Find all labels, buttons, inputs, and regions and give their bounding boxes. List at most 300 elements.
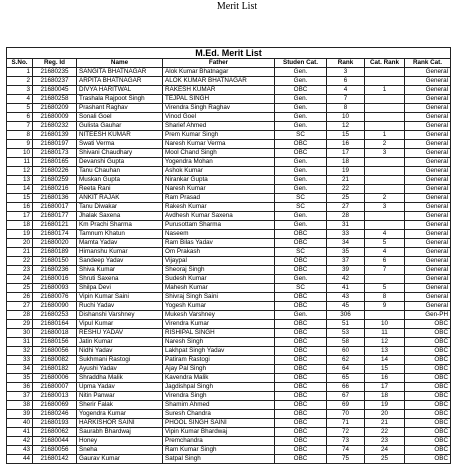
- rank-category-cell: General: [405, 284, 451, 293]
- column-header-father: Father: [163, 59, 275, 68]
- name-cell: Tamnum Khatun: [77, 230, 163, 239]
- rank-cell: 64: [327, 365, 365, 374]
- student-category-cell: OBC: [275, 293, 327, 302]
- column-header-student-category: Studen Cat.: [275, 59, 327, 68]
- rank-category-cell: General: [405, 176, 451, 185]
- father-cell: Lakhpat Singh Yadav: [163, 347, 275, 356]
- table-row: [7, 113, 451, 122]
- student-category-cell: SC: [275, 131, 327, 140]
- column-header-category-rank: Cat. Rank: [365, 59, 405, 68]
- category-rank-cell: [365, 158, 405, 167]
- rank-cell: 66: [327, 383, 365, 392]
- name-cell: Tanu Chauhan: [77, 167, 163, 176]
- rank-category-cell: OBC: [405, 320, 451, 329]
- table-row: [7, 68, 451, 77]
- student-category-cell: OBC: [275, 392, 327, 401]
- name-cell: Honey: [77, 437, 163, 446]
- student-category-cell: OBC: [275, 428, 327, 437]
- rank-cell: 34: [327, 239, 365, 248]
- table-row: [7, 437, 451, 446]
- rank-cell: 71: [327, 419, 365, 428]
- table-row: [7, 86, 451, 95]
- sno-cell: 6: [7, 113, 33, 122]
- reg-id-cell: 21680246: [33, 410, 77, 419]
- student-category-cell: SC: [275, 203, 327, 212]
- father-cell: Rakesh Kumar: [163, 203, 275, 212]
- student-category-cell: Gen.: [275, 212, 327, 221]
- name-cell: Mamta Yadav: [77, 239, 163, 248]
- category-rank-cell: 19: [365, 401, 405, 410]
- reg-id-cell: 21680082: [33, 356, 77, 365]
- rank-category-cell: OBC: [405, 410, 451, 419]
- father-cell: Virendra Kumar: [163, 320, 275, 329]
- rank-category-cell: OBC: [405, 329, 451, 338]
- category-rank-cell: 7: [365, 266, 405, 275]
- father-cell: RAKESH KUMAR: [163, 86, 275, 95]
- rank-cell: 15: [327, 131, 365, 140]
- table-row: [7, 158, 451, 167]
- sno-cell: 16: [7, 203, 33, 212]
- rank-cell: 70: [327, 410, 365, 419]
- father-cell: Shamim Ahmed: [163, 401, 275, 410]
- rank-cell: 35: [327, 248, 365, 257]
- table-row: [7, 338, 451, 347]
- category-rank-cell: 5: [365, 284, 405, 293]
- reg-id-cell: 21680235: [33, 68, 77, 77]
- table-row: [7, 104, 451, 113]
- rank-category-cell: General: [405, 221, 451, 230]
- father-cell: Yogesh Kumar: [163, 302, 275, 311]
- father-cell: Ram Prasad: [163, 194, 275, 203]
- father-cell: Naresh Kumar Verma: [163, 140, 275, 149]
- student-category-cell: Gen.: [275, 104, 327, 113]
- rank-cell: 33: [327, 230, 365, 239]
- name-cell: SANGITA BHATNAGAR: [77, 68, 163, 77]
- sno-cell: 18: [7, 221, 33, 230]
- father-cell: Jagdishpal Singh: [163, 383, 275, 392]
- name-cell: Gulista Gauhar: [77, 122, 163, 131]
- category-rank-cell: 25: [365, 455, 405, 464]
- reg-id-cell: 21680226: [33, 167, 77, 176]
- father-cell: Mool Chand Singh: [163, 149, 275, 158]
- rank-cell: 28: [327, 212, 365, 221]
- table-row: [7, 383, 451, 392]
- table-title: M.Ed. Merit List: [7, 48, 451, 59]
- rank-category-cell: General: [405, 266, 451, 275]
- table-row: [7, 140, 451, 149]
- name-cell: Jhalak Saxena: [77, 212, 163, 221]
- rank-category-cell: OBC: [405, 455, 451, 464]
- rank-category-cell: General: [405, 104, 451, 113]
- name-cell: Ruchi Yadav: [77, 302, 163, 311]
- table-row: [7, 221, 451, 230]
- category-rank-cell: 4: [365, 230, 405, 239]
- rank-cell: 51: [327, 320, 365, 329]
- father-cell: Sharief Ahmed: [163, 122, 275, 131]
- rank-cell: 74: [327, 446, 365, 455]
- sno-cell: 40: [7, 419, 33, 428]
- rank-cell: 69: [327, 401, 365, 410]
- table-row: [7, 392, 451, 401]
- reg-id-cell: 21680018: [33, 329, 77, 338]
- table-row: [7, 248, 451, 257]
- column-header-reg-id: Reg. Id: [33, 59, 77, 68]
- rank-cell: 17: [327, 149, 365, 158]
- name-cell: DIVYA HARITWAL: [77, 86, 163, 95]
- reg-id-cell: 21680189: [33, 248, 77, 257]
- sno-cell: 11: [7, 158, 33, 167]
- sno-cell: 15: [7, 194, 33, 203]
- rank-cell: 43: [327, 293, 365, 302]
- reg-id-cell: 21680136: [33, 194, 77, 203]
- table-row: [7, 374, 451, 383]
- father-cell: Shivraj Singh Saini: [163, 293, 275, 302]
- father-cell: Naresh Kumar: [163, 185, 275, 194]
- reg-id-cell: 21680044: [33, 437, 77, 446]
- sno-cell: 43: [7, 446, 33, 455]
- column-header-rank: Rank: [327, 59, 365, 68]
- rank-category-cell: General: [405, 230, 451, 239]
- student-category-cell: Gen.: [275, 77, 327, 86]
- rank-category-cell: General: [405, 131, 451, 140]
- student-category-cell: OBC: [275, 230, 327, 239]
- name-cell: Yogendra Kumar: [77, 410, 163, 419]
- rank-category-cell: OBC: [405, 347, 451, 356]
- rank-category-cell: OBC: [405, 356, 451, 365]
- name-cell: NITEESH KUMAR: [77, 131, 163, 140]
- category-rank-cell: 20: [365, 410, 405, 419]
- student-category-cell: OBC: [275, 356, 327, 365]
- reg-id-cell: 21680236: [33, 266, 77, 275]
- table-row: [7, 167, 451, 176]
- table-row: [7, 149, 451, 158]
- student-category-cell: Gen.: [275, 158, 327, 167]
- reg-id-cell: 21680164: [33, 320, 77, 329]
- sno-cell: 8: [7, 131, 33, 140]
- name-cell: Sneha: [77, 446, 163, 455]
- father-cell: Kavendra Malik: [163, 374, 275, 383]
- category-rank-cell: [365, 167, 405, 176]
- reg-id-cell: 21680020: [33, 239, 77, 248]
- reg-id-cell: 21680017: [33, 203, 77, 212]
- father-cell: Avdhesh Kumar Saxena: [163, 212, 275, 221]
- reg-id-cell: 21680237: [33, 77, 77, 86]
- father-cell: Nirankar Gupta: [163, 176, 275, 185]
- table-row: [7, 284, 451, 293]
- reg-id-cell: 21680016: [33, 275, 77, 284]
- category-rank-cell: [365, 113, 405, 122]
- table-row: [7, 311, 451, 320]
- father-cell: Suresh Chandra: [163, 410, 275, 419]
- father-cell: TEJPAL SINGH: [163, 95, 275, 104]
- reg-id-cell: 21680156: [33, 338, 77, 347]
- category-rank-cell: [365, 68, 405, 77]
- reg-id-cell: 21680121: [33, 221, 77, 230]
- reg-id-cell: 21680056: [33, 347, 77, 356]
- reg-id-cell: 21680139: [33, 131, 77, 140]
- reg-id-cell: 21680174: [33, 230, 77, 239]
- name-cell: ARPITA BHATNAGAR: [77, 77, 163, 86]
- sno-cell: 35: [7, 374, 33, 383]
- table-row: [7, 428, 451, 437]
- rank-category-cell: General: [405, 185, 451, 194]
- category-rank-cell: 16: [365, 374, 405, 383]
- category-rank-cell: [365, 212, 405, 221]
- rank-cell: 27: [327, 203, 365, 212]
- reg-id-cell: 21680090: [33, 302, 77, 311]
- table-row: [7, 329, 451, 338]
- sno-cell: 4: [7, 95, 33, 104]
- rank-category-cell: General: [405, 203, 451, 212]
- category-rank-cell: 18: [365, 392, 405, 401]
- rank-cell: 60: [327, 347, 365, 356]
- name-cell: Swati Verma: [77, 140, 163, 149]
- reg-id-cell: 21680093: [33, 284, 77, 293]
- reg-id-cell: 21680006: [33, 374, 77, 383]
- category-rank-cell: 1: [365, 86, 405, 95]
- student-category-cell: OBC: [275, 347, 327, 356]
- category-rank-cell: [365, 104, 405, 113]
- student-category-cell: Gen.: [275, 275, 327, 284]
- student-category-cell: Gen.: [275, 113, 327, 122]
- sno-cell: 21: [7, 248, 33, 257]
- category-rank-cell: 6: [365, 257, 405, 266]
- table-row: [7, 122, 451, 131]
- student-category-cell: OBC: [275, 239, 327, 248]
- table-row: [7, 194, 451, 203]
- rank-category-cell: General: [405, 68, 451, 77]
- rank-cell: 19: [327, 167, 365, 176]
- rank-cell: 3: [327, 68, 365, 77]
- name-cell: Km Prachi Sharma: [77, 221, 163, 230]
- category-rank-cell: [365, 176, 405, 185]
- sno-cell: 13: [7, 176, 33, 185]
- rank-category-cell: OBC: [405, 437, 451, 446]
- student-category-cell: OBC: [275, 320, 327, 329]
- category-rank-cell: 17: [365, 383, 405, 392]
- name-cell: Jatin Kumar: [77, 338, 163, 347]
- student-category-cell: SC: [275, 194, 327, 203]
- rank-cell: 39: [327, 266, 365, 275]
- category-rank-cell: 21: [365, 419, 405, 428]
- category-rank-cell: [365, 185, 405, 194]
- student-category-cell: OBC: [275, 374, 327, 383]
- rank-category-cell: OBC: [405, 365, 451, 374]
- sno-cell: 44: [7, 455, 33, 464]
- category-rank-cell: 4: [365, 248, 405, 257]
- table-row: [7, 131, 451, 140]
- sno-cell: 10: [7, 149, 33, 158]
- student-category-cell: OBC: [275, 329, 327, 338]
- student-category-cell: Gen.: [275, 221, 327, 230]
- rank-cell: 67: [327, 392, 365, 401]
- rank-category-cell: General: [405, 293, 451, 302]
- category-rank-cell: [365, 221, 405, 230]
- father-cell: Sudesh Kumar: [163, 275, 275, 284]
- reg-id-cell: 21680253: [33, 311, 77, 320]
- name-cell: Sonali Goel: [77, 113, 163, 122]
- sno-cell: 37: [7, 392, 33, 401]
- student-category-cell: Gen.: [275, 95, 327, 104]
- rank-category-cell: General: [405, 158, 451, 167]
- father-cell: Naresh Singh: [163, 338, 275, 347]
- student-category-cell: OBC: [275, 419, 327, 428]
- reg-id-cell: 21680007: [33, 383, 77, 392]
- student-category-cell: OBC: [275, 401, 327, 410]
- rank-cell: 21: [327, 176, 365, 185]
- student-category-cell: OBC: [275, 266, 327, 275]
- category-rank-cell: [365, 275, 405, 284]
- rank-category-cell: General: [405, 149, 451, 158]
- category-rank-cell: 14: [365, 356, 405, 365]
- category-rank-cell: 3: [365, 203, 405, 212]
- student-category-cell: Gen.: [275, 311, 327, 320]
- rank-category-cell: OBC: [405, 338, 451, 347]
- name-cell: Shiva Kumar: [77, 266, 163, 275]
- name-cell: Tanu Diwakar: [77, 203, 163, 212]
- column-header-rank-category: Rank Cat.: [405, 59, 451, 68]
- reg-id-cell: 21680062: [33, 428, 77, 437]
- rank-cell: 62: [327, 356, 365, 365]
- student-category-cell: OBC: [275, 365, 327, 374]
- sno-cell: 12: [7, 167, 33, 176]
- rank-cell: 58: [327, 338, 365, 347]
- table-row: [7, 257, 451, 266]
- reg-id-cell: 21680069: [33, 401, 77, 410]
- father-cell: Virendra Singh Raghav: [163, 104, 275, 113]
- reg-id-cell: 21680150: [33, 257, 77, 266]
- table-row: [7, 95, 451, 104]
- father-cell: ALOK KUMAR BHATNAGAR: [163, 77, 275, 86]
- father-cell: Mukesh Varshney: [163, 311, 275, 320]
- sno-cell: 14: [7, 185, 33, 194]
- table-row: [7, 419, 451, 428]
- sno-cell: 34: [7, 365, 33, 374]
- father-cell: Naseem: [163, 230, 275, 239]
- category-rank-cell: 10: [365, 320, 405, 329]
- category-rank-cell: 9: [365, 302, 405, 311]
- rank-cell: 18: [327, 158, 365, 167]
- sno-cell: 27: [7, 302, 33, 311]
- name-cell: Shruti Saxena: [77, 275, 163, 284]
- rank-cell: 45: [327, 302, 365, 311]
- rank-category-cell: General: [405, 257, 451, 266]
- table-row: [7, 230, 451, 239]
- rank-cell: 8: [327, 104, 365, 113]
- sno-cell: 19: [7, 230, 33, 239]
- table-row: [7, 176, 451, 185]
- name-cell: Shraddha Malik: [77, 374, 163, 383]
- category-rank-cell: 2: [365, 194, 405, 203]
- father-cell: Prem Kumar Singh: [163, 131, 275, 140]
- merit-list-rows: [7, 68, 451, 464]
- name-cell: Prashant Raghav: [77, 104, 163, 113]
- rank-category-cell: General: [405, 122, 451, 131]
- sno-cell: 23: [7, 266, 33, 275]
- student-category-cell: OBC: [275, 410, 327, 419]
- student-category-cell: OBC: [275, 437, 327, 446]
- reg-id-cell: 21680009: [33, 113, 77, 122]
- rank-category-cell: General: [405, 275, 451, 284]
- rank-category-cell: Gen-PH: [405, 311, 451, 320]
- student-category-cell: SC: [275, 248, 327, 257]
- rank-cell: 25: [327, 194, 365, 203]
- table-row: [7, 410, 451, 419]
- table-row: [7, 275, 451, 284]
- name-cell: Sukhmani Rastogi: [77, 356, 163, 365]
- reg-id-cell: 21680216: [33, 185, 77, 194]
- table-row: [7, 203, 451, 212]
- category-rank-cell: [365, 95, 405, 104]
- father-cell: Om Prakash: [163, 248, 275, 257]
- student-category-cell: OBC: [275, 302, 327, 311]
- category-rank-cell: 5: [365, 239, 405, 248]
- rank-cell: 4: [327, 86, 365, 95]
- sno-cell: 5: [7, 104, 33, 113]
- category-rank-cell: 1: [365, 131, 405, 140]
- category-rank-cell: 24: [365, 446, 405, 455]
- student-category-cell: Gen.: [275, 176, 327, 185]
- sno-cell: 22: [7, 257, 33, 266]
- rank-cell: 12: [327, 122, 365, 131]
- sno-cell: 29: [7, 320, 33, 329]
- father-cell: Patiram Rastogi: [163, 356, 275, 365]
- name-cell: Gaurav Kumar: [77, 455, 163, 464]
- father-cell: Vinod Goel: [163, 113, 275, 122]
- reg-id-cell: 21680142: [33, 455, 77, 464]
- column-header-sno: S.No.: [7, 59, 33, 68]
- name-cell: Ayushi Yadav: [77, 365, 163, 374]
- table-row: [7, 455, 451, 464]
- sno-cell: 25: [7, 284, 33, 293]
- rank-cell: 73: [327, 437, 365, 446]
- sno-cell: 31: [7, 338, 33, 347]
- name-cell: Himanshu Kumar: [77, 248, 163, 257]
- rank-cell: 75: [327, 455, 365, 464]
- sno-cell: 32: [7, 347, 33, 356]
- name-cell: Vipin Kumar Saini: [77, 293, 163, 302]
- father-cell: Alok Kumar Bhatnagar: [163, 68, 275, 77]
- student-category-cell: Gen.: [275, 122, 327, 131]
- table-row: [7, 293, 451, 302]
- student-category-cell: OBC: [275, 257, 327, 266]
- sno-cell: 30: [7, 329, 33, 338]
- reg-id-cell: 21680182: [33, 365, 77, 374]
- name-cell: Sandeep Yadav: [77, 257, 163, 266]
- reg-id-cell: 21680193: [33, 419, 77, 428]
- rank-cell: 72: [327, 428, 365, 437]
- name-cell: Muskan Gupta: [77, 176, 163, 185]
- table-row: [7, 365, 451, 374]
- category-rank-cell: 11: [365, 329, 405, 338]
- reg-id-cell: 21680076: [33, 293, 77, 302]
- sno-cell: 3: [7, 86, 33, 95]
- father-cell: Yogendra Mohan: [163, 158, 275, 167]
- reg-id-cell: 21680259: [33, 176, 77, 185]
- reg-id-cell: 21680173: [33, 149, 77, 158]
- sno-cell: 7: [7, 122, 33, 131]
- reg-id-cell: 21680056: [33, 446, 77, 455]
- rank-category-cell: OBC: [405, 392, 451, 401]
- father-cell: Premchandra: [163, 437, 275, 446]
- category-rank-cell: 2: [365, 140, 405, 149]
- name-cell: Nitin Panwar: [77, 392, 163, 401]
- name-cell: RESHU YADAV: [77, 329, 163, 338]
- rank-category-cell: General: [405, 113, 451, 122]
- sno-cell: 42: [7, 437, 33, 446]
- sno-cell: 20: [7, 239, 33, 248]
- reg-id-cell: 21680258: [33, 95, 77, 104]
